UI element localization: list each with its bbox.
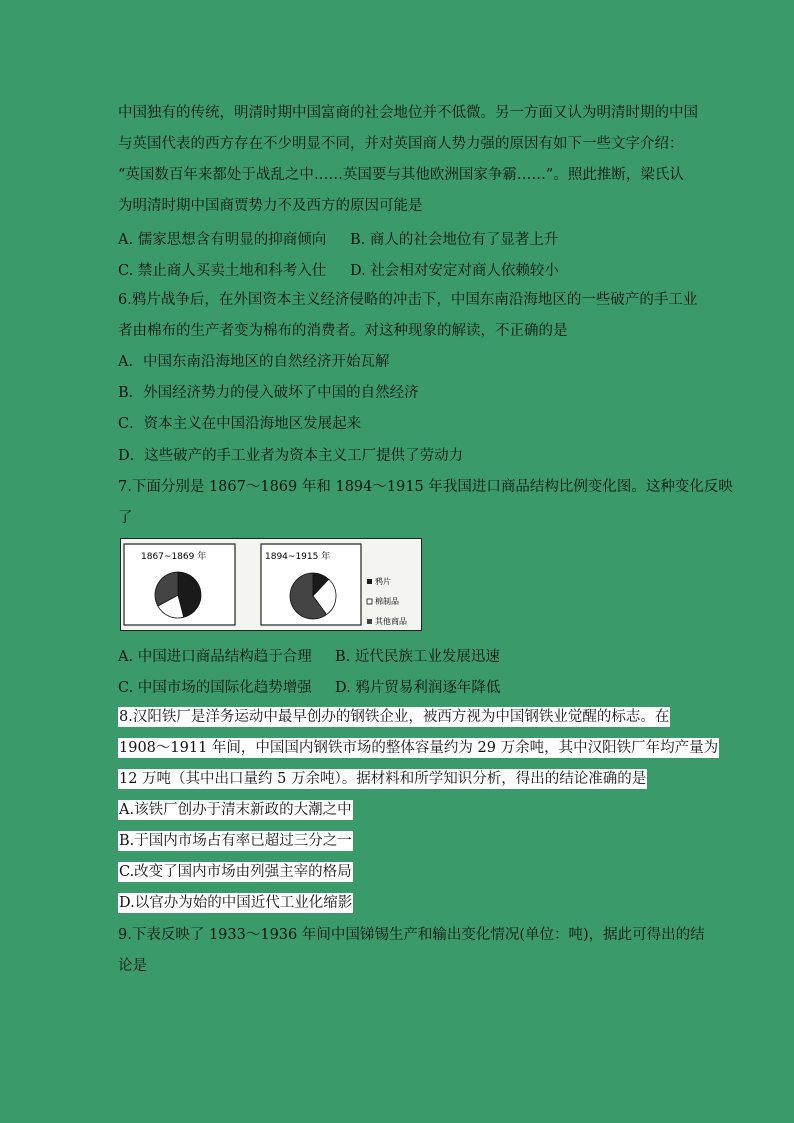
q6-stem-line-1: 6.鸦片战争后，在外国资本主义经济侵略的冲击下，中国东南沿海地区的一些破产的手工业 (118, 292, 698, 308)
q5-option-d: D. 社会相对安定对商人依赖较小 (350, 263, 559, 279)
q6-option-d: D．这些破产的手工业者为资本主义工厂提供了劳动力 (118, 448, 464, 464)
pie-charts (121, 539, 421, 630)
q9-stem-line-1: 9.下表反映了 1933～1936 年间中国锑锡生产和输出变化情况(单位：吨)，据此可得出的结 (118, 927, 705, 943)
legend-swatch-opium (367, 579, 372, 584)
q5-text-line-3: “英国数百年来都处于战乱之中……英国要与其他欧洲国家争霸……”。照此推断，梁氏认 (118, 167, 684, 183)
q7-option-b: B. 近代民族工业发展迅速 (335, 649, 500, 665)
q8-option-a: A.该铁厂创办于清末新政的大潮之中 (119, 802, 352, 818)
q7-stem-line-2: 了 (118, 510, 133, 526)
legend-label-opium: 鸦片 (375, 577, 391, 586)
q6-option-b: B．外国经济势力的侵入破坏了中国的自然经济 (118, 385, 419, 401)
q5-text-line-2: 与英国代表的西方存在不少明显不同，并对英国商人势力强的原因有如下一些文字介绍： (118, 136, 684, 152)
pie-1-title: 1867~1869 年 (141, 552, 207, 562)
legend-swatch-other (367, 619, 372, 624)
q6-stem-line-2: 者由棉布的生产者变为棉布的消费者。对这种现象的解读，不正确的是 (118, 323, 568, 339)
q7-option-c: C. 中国市场的国际化趋势增强 (118, 680, 312, 696)
pie-1 (155, 572, 201, 618)
pie-2-title: 1894~1915 年 (265, 552, 331, 562)
q6-option-c: C．资本主义在中国沿海地区发展起来 (118, 416, 362, 432)
q5-text-line-1: 中国独有的传统，明清时期中国富商的社会地位并不低微。另一方面又认为明清时期的中国 (118, 105, 698, 121)
q8-stem-line-3: 12 万吨（其中出口量约 5 万余吨）。据材料和所学知识分析，得出的结论准确的是 (119, 771, 647, 787)
q7-pie-chart-figure (120, 538, 422, 631)
legend-swatch-cotton (367, 599, 372, 604)
q5-text-line-4: 为明清时期中国商贾势力不及西方的原因可能是 (118, 198, 423, 214)
q9-stem-line-2: 论是 (118, 958, 147, 974)
q6-option-a: A．中国东南沿海地区的自然经济开始瓦解 (118, 354, 390, 370)
q8-stem-line-1: 8.汉阳铁厂是洋务运动中最早创办的钢铁企业，被西方视为中国钢铁业觉醒的标志。在 (119, 709, 670, 725)
q8-stem-line-2: 1908～1911 年间，中国国内钢铁市场的整体容量约为 29 万余吨，其中汉阳铁厂年均产量为 (119, 740, 719, 756)
pie-2 (290, 573, 336, 619)
legend-label-cotton: 棉制品 (375, 597, 399, 606)
q7-stem-line-1: 7.下面分别是 1867～1869 年和 1894～1915 年我国进口商品结构比例变化图。这种变化反映 (118, 479, 733, 495)
q7-option-d: D. 鸦片贸易利润逐年降低 (335, 680, 501, 696)
q8-option-c: C.改变了国内市场由列强主宰的格局 (119, 864, 352, 880)
q7-option-a: A. 中国进口商品结构趋于合理 (118, 649, 312, 665)
q5-option-b: B. 商人的社会地位有了显著上升 (350, 232, 559, 248)
q8-option-d: D.以官办为始的中国近代工业化缩影 (119, 895, 353, 911)
q5-option-a: A. 儒家思想含有明显的抑商倾向 (118, 232, 327, 248)
q8-option-b: B.于国内市场占有率已超过三分之一 (119, 833, 352, 849)
legend-label-other: 其他商品 (375, 617, 407, 626)
q5-option-c: C. 禁止商人买卖土地和科考入仕 (118, 263, 327, 279)
